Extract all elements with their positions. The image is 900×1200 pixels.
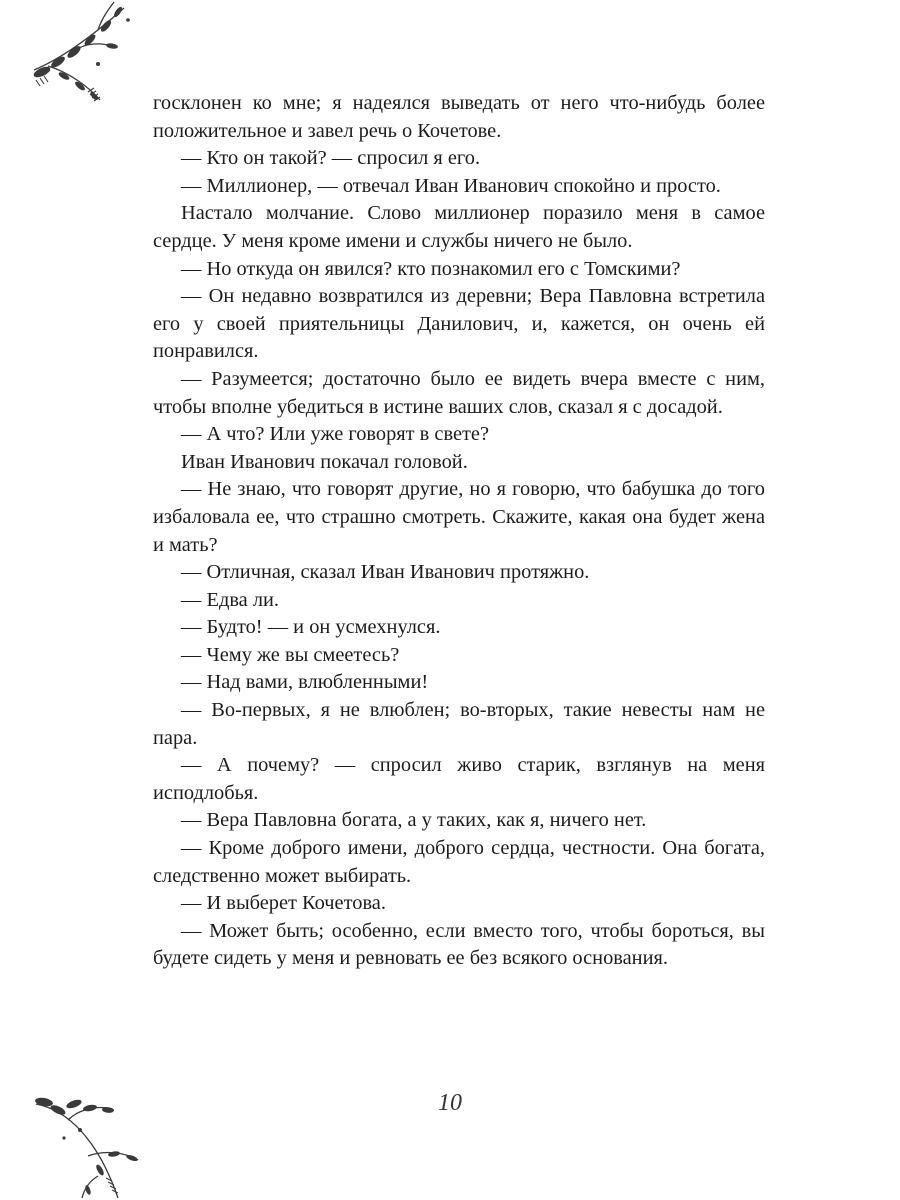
paragraph: — Не знаю, что говорят другие, но я говорю, что бабушка до того избаловала ее, что страшно смотреть. Скажите, какая она будет жена и мать? [153,478,765,556]
paragraph: — Отличная, сказал Иван Иванович протяжно. [181,561,590,584]
paragraph: Иван Иванович покачал головой. [181,450,468,473]
paragraph: — Чему же вы смеетесь? [181,643,400,666]
paragraph: — Кто он такой? — спросил я его. [181,147,481,170]
paragraph: — Во-первых, я не влюблен; во-вторых, такие невесты нам не пара. [153,699,765,749]
paragraph: — Миллионер, — отвечал Иван Иванович спокойно и просто. [181,174,721,197]
paragraph: — Может быть; особенно, если вместо того, чтобы бороться, вы будете сидеть у меня и ревновать ее без всякого основания. [153,919,765,970]
paragraph: — Будто! — и он усмехнулся. [181,616,441,639]
body-text [153,90,765,973]
paragraph: — Но откуда он явился? кто познакомил его с Томскими? [181,257,681,280]
paragraph: — А что? Или уже говорят в свете? [181,423,490,446]
paragraph: — Едва ли. [181,588,280,611]
floral-ornament-top-icon [28,0,144,104]
paragraph: — А почему? — спросил живо старик, взглянув на меня исподлобья. [153,754,765,804]
paragraph: — Разумеется; достаточно было ее видеть вчера вместе с ним, чтобы вполне убедиться в истине ваших слов, сказал я с досадой. [153,367,765,418]
paragraph: — Над вами, влюбленными! [181,671,429,694]
paragraph: — Кроме доброго имени, доброго сердца, честности. Она богата, следственно может выбирать. [153,837,765,887]
paragraph: — Вера Павловна богата, а у таких, как я, ничего нет. [181,809,647,832]
paragraph: — Он недавно возвратился из деревни; Вера Павловна встретила его у своей приятельницы Данилович, и, кажется, он очень ей понравился. [153,285,765,363]
paragraph: — И выберет Кочетова. [181,892,386,915]
page-number: 10 [438,1090,462,1116]
floral-ornament-bottom-icon [28,1090,144,1200]
paragraph: Настало молчание. Слово миллионер поразило меня в самое сердце. У меня кроме имени и службы ничего не было. [153,202,765,252]
paragraph: госклонен ко мне; я надеялся выведать от него что-нибудь более положительное и завел речь о Кочетове. [153,92,765,142]
